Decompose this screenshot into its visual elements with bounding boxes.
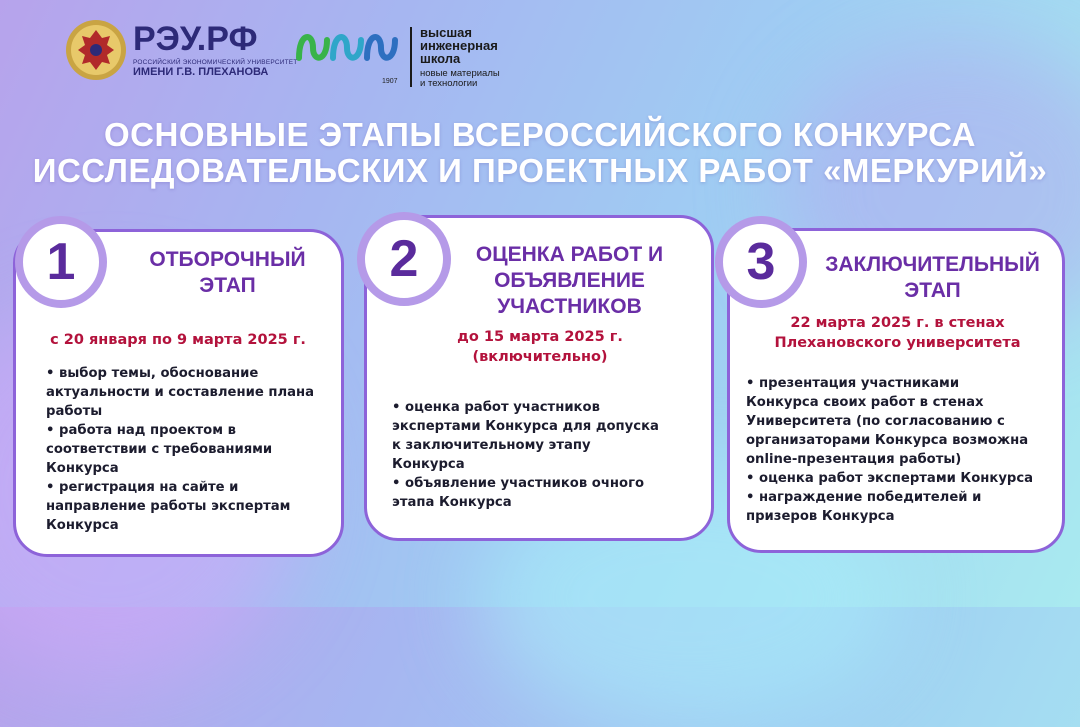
stage-title-line: ОБЪЯВЛЕНИЕ — [494, 269, 645, 292]
bullet-line: призеров Конкурса — [746, 509, 895, 524]
page-title-line2: ИССЛЕДОВАТЕЛЬСКИХ И ПРОЕКТНЫХ РАБОТ «МЕРКУРИЙ» — [32, 152, 1048, 189]
stage-title-line: ЭТАП — [199, 274, 256, 297]
vsh-line: школа — [420, 51, 461, 66]
stage-date-line: до 15 марта 2025 г. — [457, 329, 623, 345]
stage-date-line: (включительно) — [472, 349, 608, 365]
vsh-line: высшая — [420, 25, 472, 40]
stage-date-line: 22 марта 2025 г. в стенах — [790, 315, 1005, 331]
stage-bullets-1 — [46, 364, 336, 535]
bullet-line: этапа Конкурса — [392, 495, 512, 510]
stage-title-line: УЧАСТНИКОВ — [497, 295, 642, 318]
bullet-line: • награждение победителей и — [746, 490, 982, 505]
stage-title-3 — [810, 252, 1055, 304]
bullet-line: Конкурса — [392, 457, 465, 472]
bullet-line: • оценка работ экспертами Конкурса — [746, 471, 1034, 486]
stage-date-1 — [18, 330, 338, 350]
stage-title-line: ЗАКЛЮЧИТЕЛЬНЫЙ — [825, 253, 1040, 276]
stage-date-2 — [370, 327, 710, 367]
bullet-line: к заключительному этапу — [392, 438, 591, 453]
stage-bullets-3 — [746, 374, 1056, 526]
bullet-line: направление работы экспертам — [46, 499, 291, 514]
bullet-line: online-презентация работы) — [746, 452, 962, 467]
vsh-year: 1907 — [382, 78, 398, 85]
stage-date-line: Плехановского университета — [774, 335, 1021, 351]
vsh-divider — [410, 27, 412, 87]
page-title-line1: ОСНОВНЫЕ ЭТАПЫ ВСЕРОССИЙСКОГО КОНКУРСА — [104, 116, 976, 153]
bullet-line: • регистрация на сайте и — [46, 480, 239, 495]
bullet-line: • презентация участниками — [746, 376, 960, 391]
stage-date-line: с 20 января по 9 марта 2025 г. — [50, 332, 306, 348]
stage-number-1: 1 — [15, 216, 107, 308]
brand-subtitle-name: ИМЕНИ Г.В. ПЛЕХАНОВА — [133, 66, 269, 78]
vsh-line: инженерная — [420, 38, 498, 53]
vsh-line: и технологии — [420, 78, 478, 89]
vsh-line: новые материалы — [420, 68, 500, 79]
stage-title-1 — [120, 247, 335, 299]
bullet-line: соответствии с требованиями — [46, 442, 273, 457]
stage-title-2 — [452, 242, 687, 320]
stage-title-line: ЭТАП — [904, 279, 961, 302]
bullet-line: Университета (по согласованию с — [746, 414, 1005, 429]
stage-bullets-2 — [392, 398, 692, 512]
brand-block — [133, 22, 297, 78]
bullet-line: организаторами Конкурса возможна — [746, 433, 1029, 448]
stage-title-line: ОЦЕНКА РАБОТ И — [475, 243, 664, 266]
brand-name: РЭУ.РФ — [133, 20, 258, 58]
stage-title-line: ОТБОРОЧНЫЙ — [149, 248, 306, 271]
bullet-line: актуальности и составление плана — [46, 385, 315, 400]
bullet-line: экспертами Конкурса для допуска — [392, 419, 659, 434]
bullet-line: • объявление участников очного — [392, 476, 645, 491]
bullet-line: • оценка работ участников — [392, 400, 600, 415]
stage-number-2: 2 — [357, 212, 451, 306]
vsh-logo-icon — [295, 28, 403, 66]
university-emblem-icon — [64, 18, 128, 82]
bullet-line: Конкурса — [46, 461, 119, 476]
bullet-line: Конкурса своих работ в стенах — [746, 395, 984, 410]
bullet-line: Конкурса — [46, 518, 119, 533]
brand-subtitle: РОССИЙСКИЙ ЭКОНОМИЧЕСКИЙ УНИВЕРСИТЕТ — [133, 59, 298, 66]
vsh-text — [420, 26, 500, 89]
stage-date-3 — [735, 313, 1060, 353]
bullet-line: работы — [46, 404, 103, 419]
bullet-line: • выбор темы, обоснование — [46, 366, 259, 381]
bullet-line: • работа над проектом в — [46, 423, 236, 438]
stage-number-3: 3 — [715, 216, 807, 308]
